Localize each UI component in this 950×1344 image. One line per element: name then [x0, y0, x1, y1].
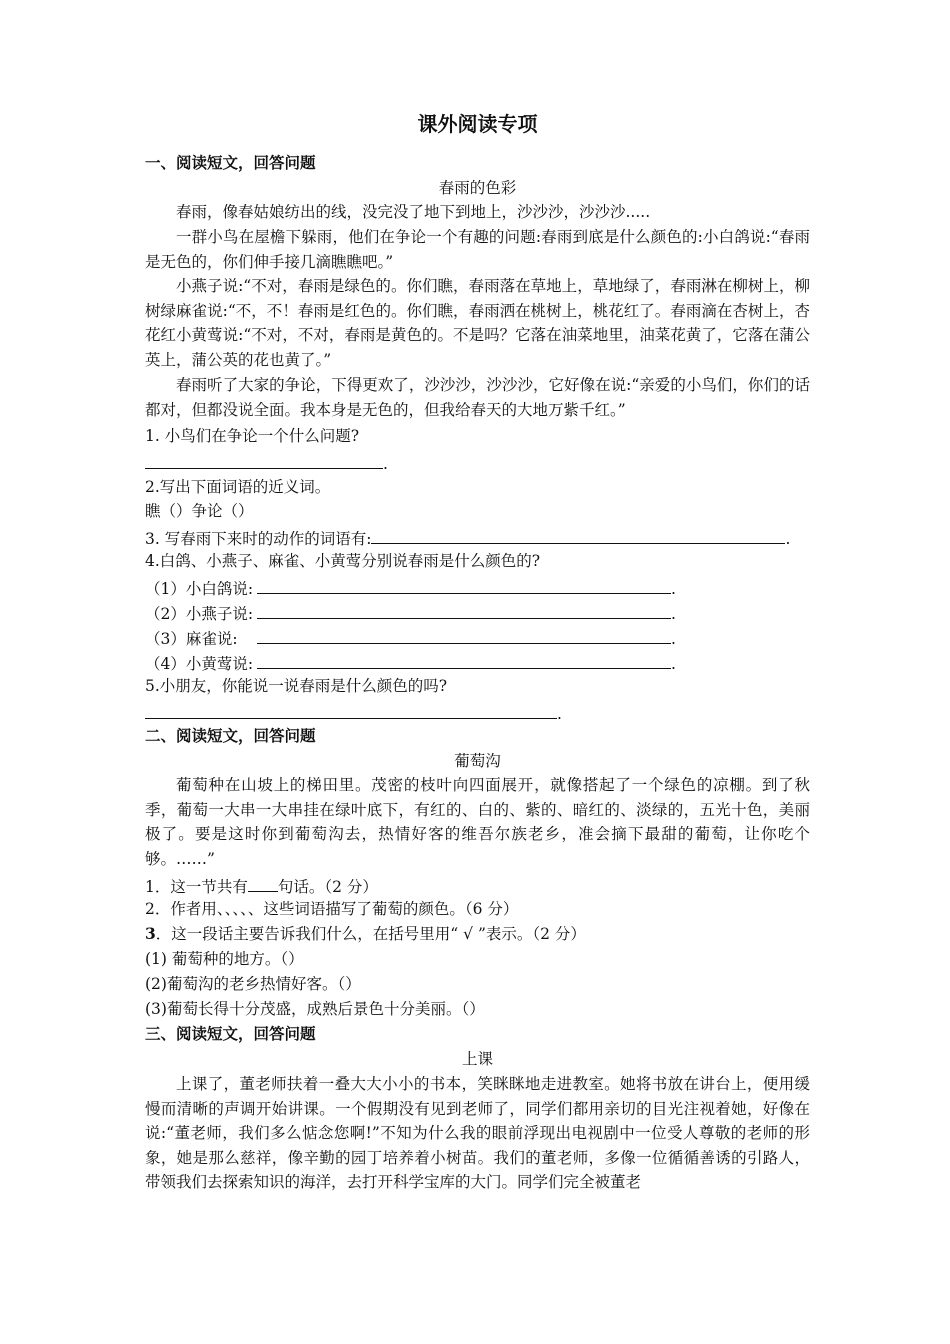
passage-1-paragraph: 春雨，像春姑娘纺出的线，没完没了地下到地上，沙沙沙，沙沙沙.....: [176, 203, 651, 221]
question-4: 4.白鸽、小燕子、麻雀、小黄莺分别说春雨是什么颜色的?: [145, 552, 541, 570]
period-mark: .: [671, 630, 676, 648]
section-3-heading: 三、阅读短文，回答问题: [145, 1024, 316, 1043]
question-4-item: [145, 600, 676, 625]
question-2-items: 瞧（）争论（）: [145, 502, 254, 520]
passage-2-title: 葡萄沟: [454, 752, 501, 770]
section-1-heading: 一、阅读短文，回答问题: [145, 153, 316, 172]
page-title: 课外阅读专项: [417, 112, 538, 136]
question-4-item: [145, 625, 676, 650]
answer-blank[interactable]: [371, 525, 785, 544]
passage-1-title: 春雨的色彩: [438, 179, 517, 197]
section-2-heading: 二、阅读短文，回答问题: [145, 726, 316, 745]
passage-2-question-2: 2．作者用、、、、、这些词语描写了葡萄的颜色。（6 分）: [145, 900, 519, 918]
question-4-label: （2）小燕子说:: [145, 605, 254, 623]
period-mark: .: [383, 455, 388, 473]
passage-3-title: 上课: [461, 1050, 493, 1068]
option-item[interactable]: (2)葡萄沟的老乡热情好客。（）: [145, 975, 361, 993]
question-4-item: [145, 650, 676, 675]
passage-2-question-1: [145, 873, 378, 898]
answer-blank[interactable]: [257, 600, 671, 619]
answer-blank[interactable]: [257, 575, 671, 594]
question-3: [145, 525, 790, 550]
period-mark: .: [671, 655, 676, 673]
period-mark: .: [557, 705, 562, 723]
question-number: 3: [145, 924, 156, 943]
answer-blank[interactable]: [145, 700, 557, 719]
question-text: 1．这一节共有: [145, 878, 248, 896]
question-text: 句话。（2 分）: [277, 878, 378, 896]
passage-2-question-3: [145, 923, 586, 945]
question-4-item: [145, 575, 676, 600]
period-mark: .: [671, 580, 676, 598]
answer-blank[interactable]: [257, 650, 671, 669]
period-mark: .: [785, 530, 791, 548]
answer-blank[interactable]: [145, 450, 383, 469]
question-4-label: （4）小黄莺说:: [145, 655, 254, 673]
period-mark: .: [671, 605, 676, 623]
passage-1-paragraph: 一群小鸟在屋檐下躲雨，他们在争论一个有趣的问题:春雨到底是什么颜色的:小白鸽说:“春雨是无色的，你们伸手接几滴瞧瞧吧。”: [145, 228, 810, 271]
question-4-label: （3）麻雀说:: [145, 630, 238, 648]
answer-line[interactable]: [145, 700, 562, 725]
question-3-text: 3. 写春雨下来时的动作的词语有:: [145, 530, 372, 548]
question-5: 5.小朋友，你能说一说春雨是什么颜色的吗?: [145, 677, 448, 695]
option-item[interactable]: (1) 葡萄种的地方。（）: [145, 950, 304, 968]
passage-2-paragraph: 葡萄种在山坡上的梯田里。茂密的枝叶向四面展开，就像搭起了一个绿色的凉棚。到了秋季，葡萄一大串一大串挂在绿叶底下，有红的、白的、紫的、暗红的、淡绿的，五光十色，美丽极了。要是这时你到葡萄沟去，热情好客的维吾尔族老乡，准会摘下最甜的葡萄，让你吃个够。……”: [145, 776, 810, 868]
option-item[interactable]: (3)葡萄长得十分茂盛，成熟后景色十分美丽。（）: [145, 1000, 485, 1018]
answer-line[interactable]: [145, 450, 388, 475]
question-4-label: （1）小白鸽说:: [145, 580, 254, 598]
question-2: 2.写出下面词语的近义词。: [145, 478, 331, 496]
passage-1-paragraph: 小燕子说:“不对，春雨是绿色的。你们瞧，春雨落在草地上，草地绿了，春雨淋在柳树上，柳树绿麻雀说:“不，不！春雨是红色的。你们瞧，春雨洒在桃树上，桃花红了。春雨滴在杏树上，杏花红小黄莺说:“不对，不对，春雨是黄色的。不是吗？它落在油菜地里，油菜花黄了，它落在蒲公英上，蒲公英的花也黄了。”: [145, 277, 810, 369]
question-text: ．这一段话主要告诉我们什么，在括号里用“ √ ”表示。（2 分）: [155, 925, 586, 943]
passage-1-paragraph: 春雨听了大家的争论，下得更欢了，沙沙沙，沙沙沙，它好像在说:“亲爱的小鸟们，你们的话都对，但都没说全面。我本身是无色的，但我给春天的大地万紫千红。”: [145, 376, 810, 419]
answer-blank[interactable]: [257, 625, 671, 644]
question-1: 1. 小鸟们在争论一个什么问题?: [145, 427, 360, 445]
passage-3-paragraph: 上课了，董老师扶着一叠大大小小的书本，笑眯眯地走进教室。她将书放在讲台上，便用缓慢而清晰的声调开始讲课。一个假期没有见到老师了，同学们都用亲切的目光注视着她，好像在说:“董老师，我们多么惦念您啊!”不知为什么我的眼前浮现出电视剧中一位受人尊敬的老师的形象，她是那么慈祥，像辛勤的园丁培养着小树苗。我们的董老师，多像一位循循善诱的引路人，带领我们去探索知识的海洋，去打开科学宝库的大门。同学们完全被董老: [145, 1075, 810, 1191]
answer-blank[interactable]: [248, 873, 278, 892]
